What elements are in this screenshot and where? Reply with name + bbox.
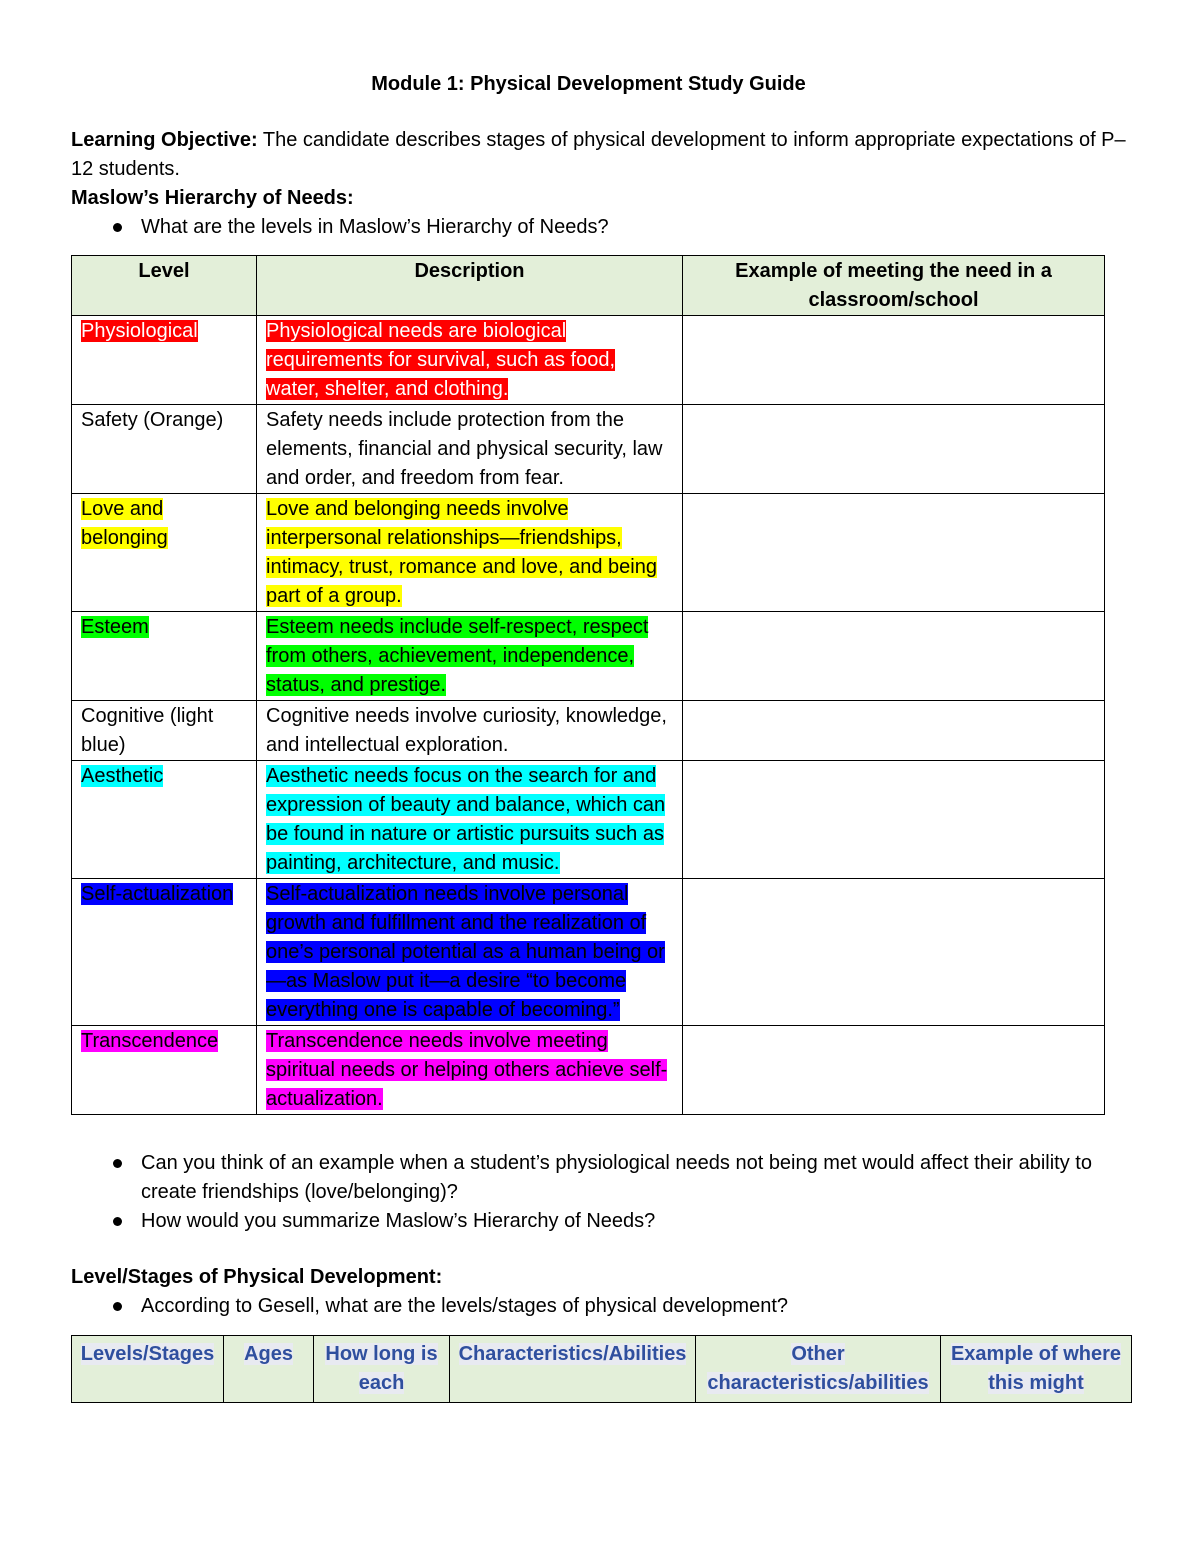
level-cell: [72, 405, 257, 494]
page-title: Module 1: Physical Development Study Guide: [371, 73, 806, 95]
level-cell: [72, 701, 257, 761]
description-cell: [257, 761, 683, 879]
level-cell-text: Transcendence: [81, 1030, 219, 1052]
list-item: [71, 1149, 1131, 1207]
column-header-levels-stages: Levels/Stages: [72, 1336, 224, 1403]
learning-objective-label: Learning Objective:: [71, 129, 258, 151]
description-cell-text: Esteem needs include self-respect, respect from others, achievement, independence, status, and prestige.: [266, 616, 649, 696]
maslow-table-body: [72, 316, 1105, 1115]
document-page: [71, 70, 1131, 1403]
maslow-heading: Maslow’s Hierarchy of Needs:: [71, 187, 354, 209]
description-cell-text: Cognitive needs involve curiosity, knowledge, and intellectual exploration.: [266, 705, 667, 756]
list-item: [71, 1292, 1131, 1321]
maslow-question-list: [71, 213, 1131, 242]
list-item-text: What are the levels in Maslow’s Hierarchy of Needs?: [141, 216, 609, 238]
column-header-level: Level: [72, 256, 257, 316]
table-row: [72, 701, 1105, 761]
example-cell: [683, 316, 1105, 405]
description-cell-text: Physiological needs are biological requirements for survival, such as food, water, shelter, and clothing.: [266, 320, 616, 400]
bullet-icon: [113, 1302, 122, 1311]
description-cell: [257, 494, 683, 612]
table-header-row: [72, 1336, 1132, 1403]
description-cell: [257, 405, 683, 494]
level-cell-text: Safety (Orange): [81, 409, 224, 431]
table-row: [72, 405, 1105, 494]
description-cell: [257, 1026, 683, 1115]
column-header-example: Example of meeting the need in a classroom/school: [683, 256, 1105, 316]
level-cell: [72, 879, 257, 1026]
list-item: [71, 1207, 1131, 1236]
example-cell: [683, 1026, 1105, 1115]
level-cell: [72, 494, 257, 612]
level-cell: [72, 612, 257, 701]
bullet-icon: [113, 223, 122, 232]
description-cell-text: Love and belonging needs involve interpersonal relationships—friendships, intimacy, trust, romance and love, and being part of a group.: [266, 498, 657, 607]
example-cell: [683, 761, 1105, 879]
table-row: [72, 316, 1105, 405]
column-header-other-characteristics: Other characteristics/abilities: [696, 1336, 941, 1403]
level-cell-text: Love and belonging: [81, 498, 168, 549]
example-cell: [683, 879, 1105, 1026]
list-item-text: According to Gesell, what are the levels/stages of physical development?: [141, 1295, 789, 1317]
follow-up-question-list: [71, 1149, 1131, 1236]
example-cell: [683, 612, 1105, 701]
maslow-table: [71, 255, 1105, 1115]
example-cell: [683, 494, 1105, 612]
table-row: [72, 761, 1105, 879]
stages-question-list: [71, 1292, 1131, 1321]
bullet-icon: [113, 1217, 122, 1226]
table-header-row: [72, 256, 1105, 316]
level-cell-text: Esteem: [81, 616, 149, 638]
description-cell: [257, 612, 683, 701]
table-row: [72, 1026, 1105, 1115]
bullet-icon: [113, 1159, 122, 1168]
gesell-stages-table: [71, 1335, 1132, 1403]
description-cell: [257, 879, 683, 1026]
level-cell: [72, 316, 257, 405]
level-cell-text: Aesthetic: [81, 765, 164, 787]
level-cell: [72, 1026, 257, 1115]
table-row: [72, 494, 1105, 612]
example-cell: [683, 701, 1105, 761]
column-header-example-where: Example of where this might: [941, 1336, 1132, 1403]
level-cell: [72, 761, 257, 879]
column-header-description: Description: [257, 256, 683, 316]
column-header-characteristics: Characteristics/Abilities: [450, 1336, 696, 1403]
level-cell-text: Cognitive (light blue): [81, 705, 214, 756]
description-cell: [257, 316, 683, 405]
description-cell-text: Safety needs include protection from the elements, financial and physical security, law and order, and freedom from fear.: [266, 409, 663, 489]
description-cell-text: Transcendence needs involve meeting spiritual needs or helping others achieve self-actualization.: [266, 1030, 668, 1110]
description-cell-text: Aesthetic needs focus on the search for and expression of beauty and balance, which can be found in nature or artistic pursuits such as painting, architecture, and music.: [266, 765, 666, 874]
description-cell-text: Self-actualization needs involve personal growth and fulfillment and the realization of one’s personal potential as a human being or—as Maslow put it—a desire “to become everything one is capable of becoming.”: [266, 883, 665, 1021]
list-item-text: How would you summarize Maslow’s Hierarchy of Needs?: [141, 1210, 656, 1232]
table-row: [72, 879, 1105, 1026]
level-cell-text: Self-actualization: [81, 883, 234, 905]
table-row: [72, 612, 1105, 701]
column-header-ages: Ages: [224, 1336, 314, 1403]
learning-objective: [71, 126, 1131, 184]
learning-objective-text: The candidate describes stages of physical development to inform appropriate expectations of P–12 students.: [71, 129, 1126, 180]
example-cell: [683, 405, 1105, 494]
level-cell-text: Physiological: [81, 320, 198, 342]
description-cell: [257, 701, 683, 761]
list-item-text: Can you think of an example when a student’s physiological needs not being met would affect their ability to create friendships (love/belonging)?: [141, 1152, 1092, 1203]
list-item: [71, 213, 1131, 242]
column-header-how-long: How long is each: [314, 1336, 450, 1403]
stages-heading: Level/Stages of Physical Development:: [71, 1266, 443, 1288]
